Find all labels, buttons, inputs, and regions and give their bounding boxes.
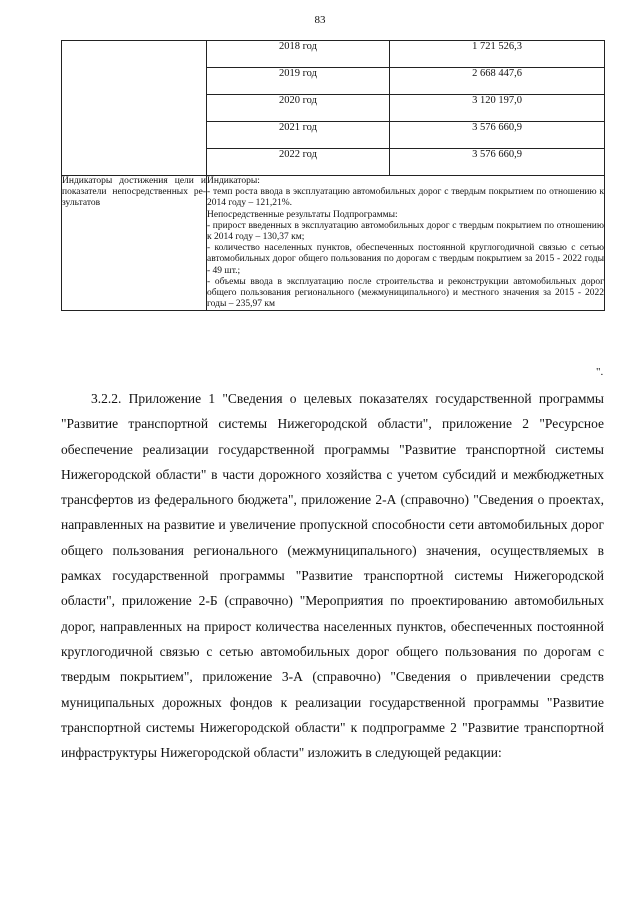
indicators-line: - количество населенных пунктов, обеспеченных постоянной круглогодичной связью с сетью автомобильных дорог общего пользования по дорогам с твердым покрытием за 2015 - 2022 годы - 49 шт.; (207, 243, 604, 276)
body-paragraph: 3.2.2. Приложение 1 "Сведения о целевых показателях государственной программы "Развитие транспортной системы Нижегородской области", приложение 2 "Ресурсное обеспечение реализации государственной программы "Развитие транспортной системы Нижегородской области" в части дорожного хозяйства с учетом субсидий и межбюджетных трансфертов из федерального бюджета", приложение 2-А (справочно) "Сведения о проектах, направленных на развитие и увеличение пропускной способности сети автомобильных дорог общего пользования регионального (межмуниципального) значения, осуществляемых в рамках государственной программы "Развитие транспортной системы Нижегородской области", приложение 2-Б (справочно) "Мероприятия по проектированию автомобильных дорог, направленных на прирост количества населенных пунктов, обеспеченных постоянной круглогодичной связью с сетью автомобильных дорог общего пользования по дорогам с твердым покрытием", приложение 3-А (справочно) "Сведения о привлечении средств муниципальных дорожных фондов к реализации государственной программы "Развитие транспортной системы Нижегородской области" к подпрограмме 2 "Развитие транспортной инфраструктуры Нижегородской области" изложить в следующей редакции: (61, 391, 604, 761)
empty-label-cell (62, 41, 207, 176)
amount-cell: 1 721 526,3 (390, 41, 605, 68)
year-cell: 2020 год (207, 95, 390, 122)
closing-quote: ". (596, 366, 604, 378)
indicators-line: - прирост введенных в эксплуатацию автомобильных дорог с твердым покрытием по отношению к 2014 году – 130,37 км; (207, 220, 604, 243)
year-cell: 2021 год (207, 122, 390, 149)
amount-cell: 3 576 660,9 (390, 122, 605, 149)
year-cell: 2022 год (207, 149, 390, 176)
page-number: 83 (314, 14, 326, 26)
year-cell: 2019 год (207, 68, 390, 95)
year-cell: 2018 год (207, 41, 390, 68)
indicators-row (62, 176, 605, 311)
indicators-line: Индикаторы: (207, 176, 260, 186)
finance-table (61, 40, 605, 311)
amount-cell: 3 120 197,0 (390, 95, 605, 122)
amount-cell: 2 668 447,6 (390, 68, 605, 95)
indicators-line: Непосредственные результаты Подпрограммы: (207, 209, 398, 220)
table-row (62, 41, 605, 68)
amount-cell: 3 576 660,9 (390, 149, 605, 176)
indicators-label: Индикаторы достижения цели и показатели непосредственных результатов (62, 176, 207, 311)
indicators-line: - объемы ввода в эксплуатацию после строительства и реконструкции автомобильных дорог общего пользования регионального (межмуниципального) и местного значения за 2015 - 2022 годы – 235,97 км (207, 276, 604, 310)
indicators-line: - темп роста ввода в эксплуатацию автомобильных дорог с твердым покрытием по отношению к 2014 году – 121,21%. (207, 187, 604, 209)
indicators-content (207, 176, 605, 311)
